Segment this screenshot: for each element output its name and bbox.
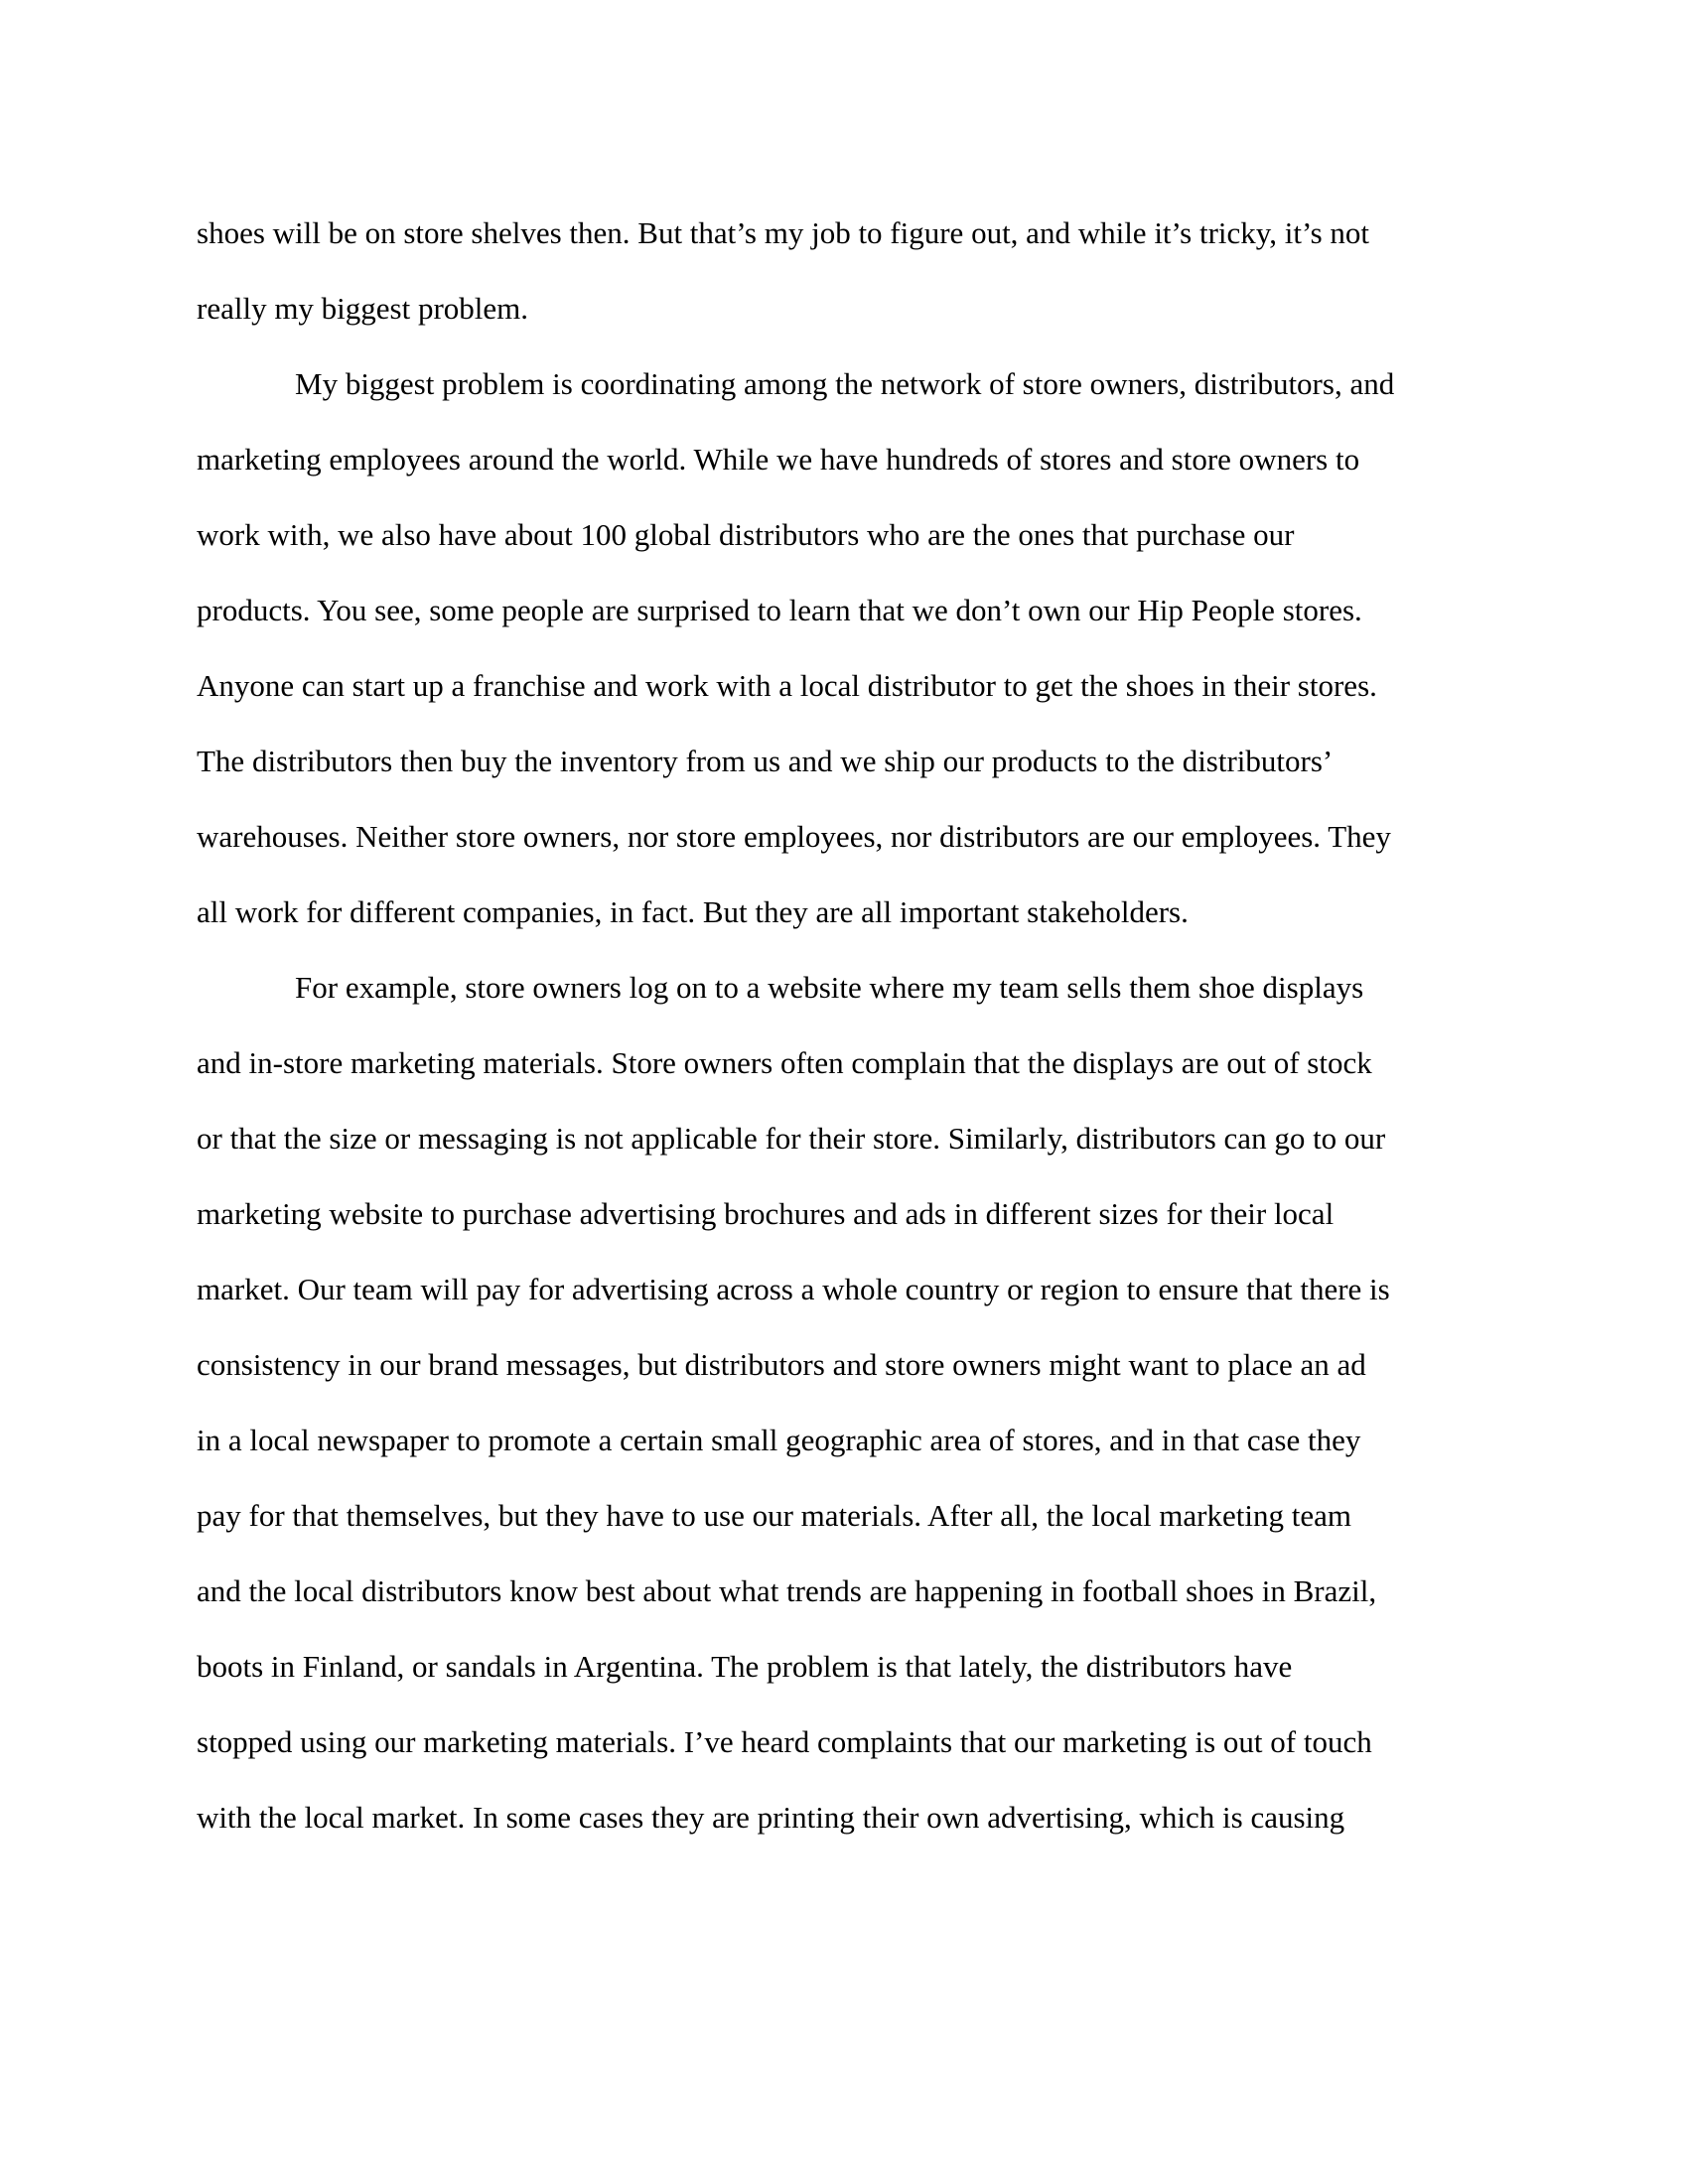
text-line: marketing employees around the world. While we have hundreds of stores and store owners to	[197, 442, 1360, 477]
text-line: pay for that themselves, but they have to use our materials. After all, the local marketing team	[197, 1498, 1351, 1533]
text-line: or that the size or messaging is not applicable for their store. Similarly, distributors can go to our	[197, 1121, 1386, 1156]
text-line: For example, store owners log on to a website where my team sells them shoe displays	[295, 970, 1364, 1005]
document-body	[197, 196, 1497, 1855]
text-line: stopped using our marketing materials. I’ve heard complaints that our marketing is out of touch	[197, 1724, 1372, 1759]
text-line: warehouses. Neither store owners, nor store employees, nor distributors are our employees. They	[197, 819, 1391, 854]
text-line: consistency in our brand messages, but distributors and store owners might want to place an ad	[197, 1347, 1366, 1382]
text-line: really my biggest problem.	[197, 291, 529, 326]
text-line: and in-store marketing materials. Store owners often complain that the displays are out of stock	[197, 1045, 1372, 1080]
text-line: shoes will be on store shelves then. But that’s my job to figure out, and while it’s tricky, it’s not	[197, 215, 1370, 250]
paragraph-1	[197, 196, 1497, 346]
text-line: with the local market. In some cases they are printing their own advertising, which is causing	[197, 1800, 1345, 1835]
text-line: products. You see, some people are surprised to learn that we don’t own our Hip People stores.	[197, 593, 1362, 627]
text-line: My biggest problem is coordinating among the network of store owners, distributors, and	[295, 366, 1395, 401]
text-line: The distributors then buy the inventory from us and we ship our products to the distributors’	[197, 744, 1334, 778]
text-line: all work for different companies, in fact. But they are all important stakeholders.	[197, 894, 1189, 929]
text-line: and the local distributors know best about what trends are happening in football shoes in Brazil,	[197, 1573, 1377, 1608]
text-line: marketing website to purchase advertising brochures and ads in different sizes for their local	[197, 1196, 1335, 1231]
text-line: in a local newspaper to promote a certain small geographic area of stores, and in that case they	[197, 1423, 1361, 1457]
paragraph-3	[197, 950, 1497, 1855]
text-line: market. Our team will pay for advertising across a whole country or region to ensure that there is	[197, 1272, 1390, 1306]
text-line: Anyone can start up a franchise and work with a local distributor to get the shoes in their stores.	[197, 668, 1377, 703]
paragraph-2	[197, 346, 1497, 950]
text-line: boots in Finland, or sandals in Argentina. The problem is that lately, the distributors have	[197, 1649, 1293, 1684]
text-line: work with, we also have about 100 global distributors who are the ones that purchase our	[197, 517, 1295, 552]
